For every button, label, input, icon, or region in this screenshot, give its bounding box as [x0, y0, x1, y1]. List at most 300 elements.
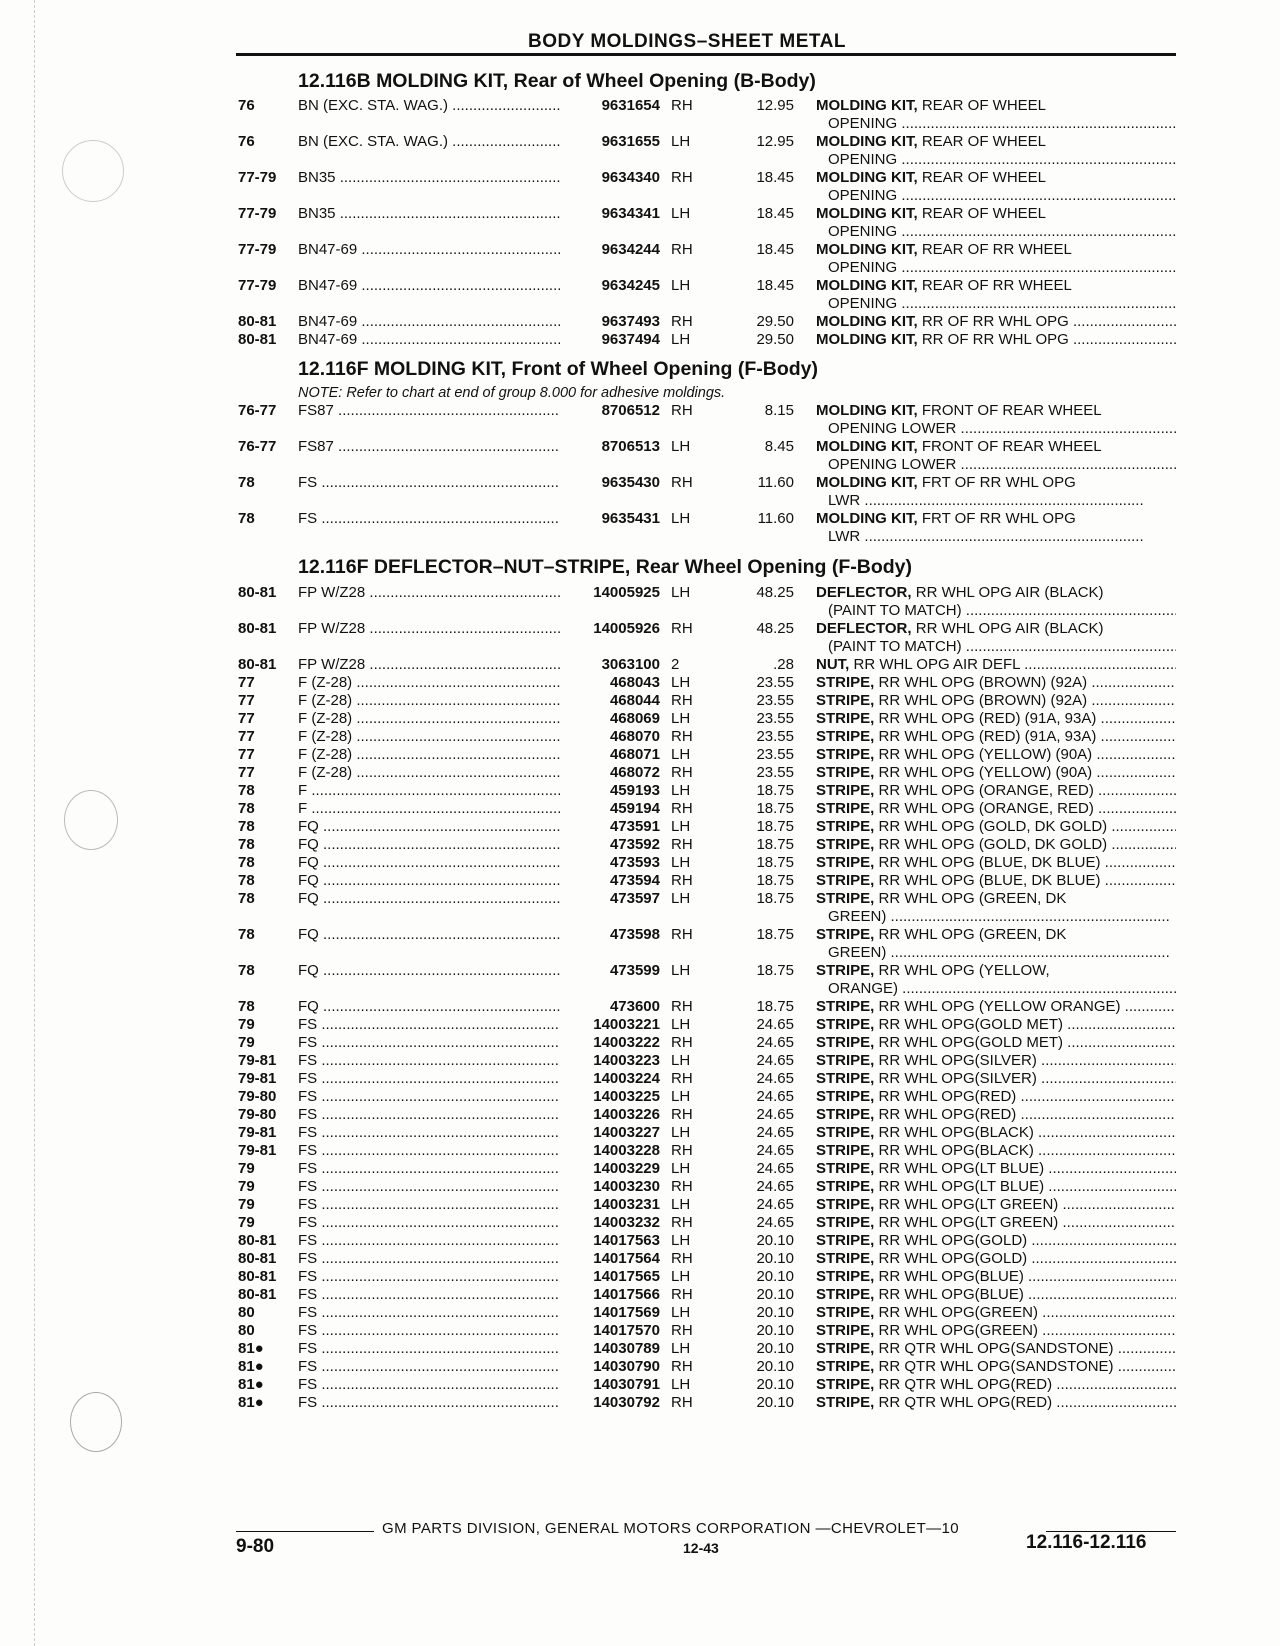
part-detail: RR WHL OPG (BLUE, DK BLUE) .....	[879, 854, 1176, 871]
part-detail: RR OF RR WHL OPG .....	[922, 331, 1176, 348]
part-number: 473599	[609, 962, 660, 979]
list-price: 18.75	[756, 836, 794, 853]
list-price: 24.65	[756, 1034, 794, 1051]
part-number: 14005926	[593, 620, 660, 637]
part-detail: REAR OF WHEEL	[921, 169, 1047, 186]
part-detail: RR WHL OPG(RED) .....	[879, 1088, 1176, 1105]
part-description-continued: ORANGE) .....	[828, 980, 1176, 998]
part-description	[816, 1052, 1176, 1070]
model-year: 80-81	[238, 1250, 277, 1267]
part-description	[816, 926, 1176, 944]
part-name: MOLDING KIT,	[816, 205, 918, 222]
side-quantity: RH	[671, 1322, 693, 1339]
body-model: FS .....	[298, 474, 560, 492]
table-row	[0, 474, 1280, 510]
part-detail: RR WHL OPG (RED) (91A, 93A) .....	[879, 728, 1176, 745]
model-year: 79-81	[238, 1142, 277, 1159]
list-price: 23.55	[756, 710, 794, 727]
part-name: STRIPE,	[816, 818, 875, 835]
part-detail: RR QTR WHL OPG(SANDSTONE) .....	[879, 1340, 1176, 1357]
section-heading: 12.116B MOLDING KIT, Rear of Wheel Opening (B-Body)	[298, 70, 816, 92]
list-price: 24.65	[756, 1016, 794, 1033]
part-number: 14003223	[593, 1052, 660, 1069]
part-detail: RR WHL OPG(BLACK) .....	[879, 1142, 1176, 1159]
part-name: STRIPE,	[816, 1250, 875, 1267]
side-quantity: RH	[671, 836, 693, 853]
table-row	[0, 1358, 1280, 1376]
table-row	[0, 962, 1280, 998]
part-detail: RR WHL OPG(GOLD MET) .....	[879, 1034, 1176, 1051]
part-description	[816, 854, 1176, 872]
body-model: FS .....	[298, 1286, 560, 1304]
part-name: STRIPE,	[816, 1340, 875, 1357]
part-description	[816, 890, 1176, 908]
list-price: 24.65	[756, 1196, 794, 1213]
part-detail: RR QTR WHL OPG(SANDSTONE) .....	[879, 1358, 1176, 1375]
list-price: 23.55	[756, 746, 794, 763]
body-model: FS .....	[298, 1394, 560, 1412]
side-quantity: LH	[671, 205, 691, 222]
model-year: 76-77	[238, 402, 277, 419]
model-year: 77	[238, 710, 255, 727]
part-description-continued: OPENING .....	[828, 259, 1176, 277]
model-year: 80-81	[238, 620, 277, 637]
part-detail: RR WHL OPG (YELLOW,	[878, 962, 1050, 979]
table-row	[0, 890, 1280, 926]
model-year: 79	[238, 1196, 255, 1213]
table-row	[0, 1250, 1280, 1268]
part-description	[816, 692, 1176, 710]
model-year: 77-79	[238, 205, 277, 222]
table-row	[0, 998, 1280, 1016]
part-number: 9631655	[601, 133, 660, 150]
part-detail: REAR OF WHEEL	[921, 133, 1047, 150]
body-model: F (Z-28) .....	[298, 674, 560, 692]
list-price: 18.75	[756, 890, 794, 907]
side-quantity: RH	[671, 241, 693, 258]
table-row	[0, 241, 1280, 277]
footer-page-number: 12-43	[683, 1540, 719, 1556]
side-quantity: RH	[671, 800, 693, 817]
part-detail: RR WHL OPG(SILVER) .....	[879, 1070, 1176, 1087]
table-row	[0, 1304, 1280, 1322]
part-detail: RR WHL OPG (RED) (91A, 93A) .....	[879, 710, 1176, 727]
model-year: 76	[238, 97, 255, 114]
part-number: 468070	[609, 728, 660, 745]
body-model: FS .....	[298, 1016, 560, 1034]
list-price: 18.45	[756, 205, 794, 222]
table-row	[0, 584, 1280, 620]
part-number: 9634341	[601, 205, 660, 222]
side-quantity: RH	[671, 1070, 693, 1087]
side-quantity: LH	[671, 782, 691, 799]
part-description	[816, 1124, 1176, 1142]
part-name: MOLDING KIT,	[816, 169, 918, 186]
body-model: FQ .....	[298, 818, 560, 836]
part-description	[816, 764, 1176, 782]
model-year: 81●	[238, 1394, 264, 1411]
list-price: 20.10	[756, 1232, 794, 1249]
part-description-continued: OPENING .....	[828, 187, 1176, 205]
body-model: FS .....	[298, 1268, 560, 1286]
body-model: FS .....	[298, 1214, 560, 1232]
list-price: 12.95	[756, 133, 794, 150]
part-description	[816, 205, 1176, 223]
part-description	[816, 1286, 1176, 1304]
part-detail: RR WHL OPG (ORANGE, RED) .....	[879, 800, 1176, 817]
part-name: STRIPE,	[816, 1178, 875, 1195]
part-number: 14003226	[593, 1106, 660, 1123]
body-model: BN35 .....	[298, 169, 560, 187]
part-name: STRIPE,	[816, 1214, 875, 1231]
part-description	[816, 1196, 1176, 1214]
part-name: MOLDING KIT,	[816, 474, 918, 491]
part-name: STRIPE,	[816, 1016, 875, 1033]
part-detail: FRT OF RR WHL OPG	[921, 510, 1076, 527]
part-number: 473592	[609, 836, 660, 853]
part-description	[816, 313, 1176, 331]
body-model: FS .....	[298, 1160, 560, 1178]
part-description	[816, 1034, 1176, 1052]
part-name: MOLDING KIT,	[816, 402, 918, 419]
part-number: 473600	[609, 998, 660, 1015]
table-row	[0, 1214, 1280, 1232]
part-number: 14030790	[593, 1358, 660, 1375]
body-model: F (Z-28) .....	[298, 692, 560, 710]
model-year: 77	[238, 746, 255, 763]
part-name: MOLDING KIT,	[816, 133, 918, 150]
model-year: 80-81	[238, 584, 277, 601]
body-model: FQ .....	[298, 872, 560, 890]
model-year: 78	[238, 836, 255, 853]
part-description	[816, 241, 1176, 259]
part-description	[816, 710, 1176, 728]
list-price: 18.75	[756, 800, 794, 817]
table-row	[0, 1106, 1280, 1124]
part-number: 9637494	[601, 331, 660, 348]
part-detail: RR WHL OPG (ORANGE, RED) .....	[879, 782, 1176, 799]
side-quantity: LH	[671, 277, 691, 294]
side-quantity: RH	[671, 764, 693, 781]
body-model: F .....	[298, 782, 560, 800]
table-row	[0, 1016, 1280, 1034]
table-row	[0, 1394, 1280, 1412]
part-name: STRIPE,	[816, 890, 875, 907]
part-detail: RR WHL OPG (BROWN) (92A) .....	[879, 692, 1176, 709]
part-name: STRIPE,	[816, 692, 875, 709]
body-model: FS .....	[298, 1250, 560, 1268]
part-name: STRIPE,	[816, 1034, 875, 1051]
side-quantity: LH	[671, 854, 691, 871]
part-number: 14017566	[593, 1286, 660, 1303]
model-year: 77	[238, 728, 255, 745]
list-price: 23.55	[756, 674, 794, 691]
side-quantity: LH	[671, 1124, 691, 1141]
part-number: 9634244	[601, 241, 660, 258]
part-description	[816, 962, 1176, 980]
table-row	[0, 656, 1280, 674]
side-quantity: LH	[671, 1268, 691, 1285]
side-quantity: RH	[671, 169, 693, 186]
body-model: FS .....	[298, 1340, 560, 1358]
body-model: FQ .....	[298, 854, 560, 872]
model-year: 79-80	[238, 1106, 277, 1123]
part-name: MOLDING KIT,	[816, 241, 918, 258]
side-quantity: RH	[671, 728, 693, 745]
model-year: 79	[238, 1016, 255, 1033]
table-row	[0, 510, 1280, 546]
list-price: 18.45	[756, 277, 794, 294]
part-name: DEFLECTOR,	[816, 620, 912, 637]
part-number: 468072	[609, 764, 660, 781]
side-quantity: LH	[671, 1160, 691, 1177]
body-model: FS .....	[298, 1376, 560, 1394]
part-number: 14030791	[593, 1376, 660, 1393]
table-row	[0, 1322, 1280, 1340]
part-name: DEFLECTOR,	[816, 584, 912, 601]
part-name: STRIPE,	[816, 1142, 875, 1159]
body-model: BN (EXC. STA. WAG.) .....	[298, 97, 560, 115]
part-name: STRIPE,	[816, 728, 875, 745]
part-detail: FRONT OF REAR WHEEL	[921, 438, 1102, 455]
part-number: 459193	[609, 782, 660, 799]
part-name: STRIPE,	[816, 998, 875, 1015]
part-description	[816, 510, 1176, 528]
side-quantity: RH	[671, 1142, 693, 1159]
footer-group-range: 12.116-12.116	[1026, 1532, 1147, 1553]
part-number: 468071	[609, 746, 660, 763]
list-price: 18.75	[756, 854, 794, 871]
part-description	[816, 402, 1176, 420]
model-year: 78	[238, 474, 255, 491]
part-detail: RR WHL OPG (GREEN, DK	[878, 926, 1067, 943]
list-price: 24.65	[756, 1106, 794, 1123]
part-number: 9637493	[601, 313, 660, 330]
part-number: 14017564	[593, 1250, 660, 1267]
part-detail: REAR OF WHEEL	[921, 97, 1047, 114]
table-row	[0, 1070, 1280, 1088]
part-number: 8706512	[601, 402, 660, 419]
list-price: 18.75	[756, 872, 794, 889]
part-description	[816, 1178, 1176, 1196]
list-price: 20.10	[756, 1322, 794, 1339]
part-number: 14003224	[593, 1070, 660, 1087]
body-model: FP W/Z28 .....	[298, 656, 560, 674]
side-quantity: RH	[671, 1034, 693, 1051]
part-name: MOLDING KIT,	[816, 331, 918, 348]
part-detail: RR WHL OPG (GOLD, DK GOLD) .....	[879, 818, 1176, 835]
part-number: 14003221	[593, 1016, 660, 1033]
list-price: 48.25	[756, 620, 794, 637]
part-number: 473597	[609, 890, 660, 907]
list-price: 24.65	[756, 1124, 794, 1141]
table-row	[0, 872, 1280, 890]
part-detail: RR OF RR WHL OPG .....	[922, 313, 1176, 330]
part-description	[816, 1340, 1176, 1358]
body-model: FQ .....	[298, 926, 560, 944]
part-description	[816, 97, 1176, 115]
table-row	[0, 926, 1280, 962]
body-model: F (Z-28) .....	[298, 710, 560, 728]
side-quantity: LH	[671, 438, 691, 455]
part-description-continued: (PAINT TO MATCH) .....	[828, 638, 1176, 656]
table-row	[0, 836, 1280, 854]
part-description	[816, 169, 1176, 187]
part-name: MOLDING KIT,	[816, 313, 918, 330]
part-description	[816, 1016, 1176, 1034]
list-price: 24.65	[756, 1178, 794, 1195]
table-row	[0, 710, 1280, 728]
model-year: 79-81	[238, 1070, 277, 1087]
model-year: 81●	[238, 1376, 264, 1393]
model-year: 80	[238, 1322, 255, 1339]
part-description	[816, 1214, 1176, 1232]
body-model: F (Z-28) .....	[298, 764, 560, 782]
side-quantity: RH	[671, 313, 693, 330]
list-price: 8.45	[764, 438, 794, 455]
model-year: 79	[238, 1178, 255, 1195]
part-description-continued: LWR .....	[828, 492, 1176, 510]
body-model: FS .....	[298, 510, 560, 528]
part-description	[816, 836, 1176, 854]
side-quantity: LH	[671, 331, 691, 348]
table-row	[0, 692, 1280, 710]
body-model: FP W/Z28 .....	[298, 584, 560, 602]
table-row	[0, 1088, 1280, 1106]
side-quantity: RH	[671, 97, 693, 114]
part-name: STRIPE,	[816, 1286, 875, 1303]
body-model: FS .....	[298, 1358, 560, 1376]
part-description	[816, 1394, 1176, 1412]
part-name: STRIPE,	[816, 782, 875, 799]
part-detail: RR WHL OPG(BLUE) .....	[879, 1268, 1176, 1285]
part-number: 459194	[609, 800, 660, 817]
side-quantity: RH	[671, 1250, 693, 1267]
part-description	[816, 133, 1176, 151]
table-row	[0, 800, 1280, 818]
body-model: FS87 .....	[298, 402, 560, 420]
table-row	[0, 438, 1280, 474]
side-quantity: LH	[671, 1088, 691, 1105]
table-row	[0, 764, 1280, 782]
part-name: STRIPE,	[816, 1268, 875, 1285]
side-quantity: LH	[671, 674, 691, 691]
model-year: 76	[238, 133, 255, 150]
part-detail: RR WHL OPG (BROWN) (92A) .....	[879, 674, 1176, 691]
side-quantity: LH	[671, 1376, 691, 1393]
side-quantity: LH	[671, 1016, 691, 1033]
list-price: 12.95	[756, 97, 794, 114]
part-number: 8706513	[601, 438, 660, 455]
side-quantity: LH	[671, 962, 691, 979]
section-heading: 12.116F MOLDING KIT, Front of Wheel Opening (F-Body)	[298, 358, 819, 380]
part-detail: RR WHL OPG(LT GREEN) .....	[879, 1196, 1176, 1213]
part-detail: RR QTR WHL OPG(RED) .....	[879, 1394, 1176, 1411]
part-detail: REAR OF RR WHEEL	[921, 277, 1072, 294]
part-description-continued: GREEN) .....	[828, 908, 1176, 926]
model-year: 80-81	[238, 1268, 277, 1285]
side-quantity: LH	[671, 1340, 691, 1357]
part-number: 9634340	[601, 169, 660, 186]
part-description	[816, 1358, 1176, 1376]
footer-rule	[236, 1531, 374, 1532]
table-row	[0, 277, 1280, 313]
table-row	[0, 854, 1280, 872]
part-name: STRIPE,	[816, 1052, 875, 1069]
part-description-continued: OPENING .....	[828, 223, 1176, 241]
side-quantity: LH	[671, 746, 691, 763]
model-year: 77-79	[238, 241, 277, 258]
part-name: STRIPE,	[816, 1322, 875, 1339]
side-quantity: LH	[671, 1232, 691, 1249]
side-quantity: LH	[671, 1196, 691, 1213]
model-year: 78	[238, 872, 255, 889]
model-year: 78	[238, 818, 255, 835]
side-quantity: RH	[671, 1358, 693, 1375]
part-name: STRIPE,	[816, 962, 875, 979]
part-description	[816, 1322, 1176, 1340]
part-number: 9635430	[601, 474, 660, 491]
table-row	[0, 1286, 1280, 1304]
part-name: STRIPE,	[816, 1070, 875, 1087]
part-detail: RR WHL OPG(SILVER) .....	[879, 1052, 1176, 1069]
part-description	[816, 474, 1176, 492]
body-model: FS .....	[298, 1196, 560, 1214]
part-number: 14017569	[593, 1304, 660, 1321]
part-detail: REAR OF WHEEL	[921, 205, 1047, 222]
side-quantity: LH	[671, 890, 691, 907]
body-model: FS .....	[298, 1322, 560, 1340]
part-description-continued: OPENING .....	[828, 151, 1176, 169]
model-year: 80-81	[238, 331, 277, 348]
model-year: 76-77	[238, 438, 277, 455]
part-detail: FRONT OF REAR WHEEL	[921, 402, 1102, 419]
part-detail: RR WHL OPG (GREEN, DK	[878, 890, 1067, 907]
list-price: 24.65	[756, 1214, 794, 1231]
body-model: FS87 .....	[298, 438, 560, 456]
side-quantity: RH	[671, 872, 693, 889]
part-number: 14003229	[593, 1160, 660, 1177]
part-description-continued: (PAINT TO MATCH) .....	[828, 602, 1176, 620]
part-name: STRIPE,	[816, 764, 875, 781]
part-number: 14003228	[593, 1142, 660, 1159]
part-description-continued: GREEN) .....	[828, 944, 1176, 962]
model-year: 79-81	[238, 1124, 277, 1141]
model-year: 79-81	[238, 1052, 277, 1069]
body-model: FQ .....	[298, 890, 560, 908]
body-model: FS .....	[298, 1034, 560, 1052]
part-number: 468044	[609, 692, 660, 709]
part-description	[816, 818, 1176, 836]
part-number: 468043	[609, 674, 660, 691]
footer-date: 9-80	[236, 1536, 275, 1557]
table-row	[0, 1232, 1280, 1250]
part-name: STRIPE,	[816, 710, 875, 727]
model-year: 78	[238, 890, 255, 907]
part-number: 14017563	[593, 1232, 660, 1249]
model-year: 77	[238, 674, 255, 691]
part-name: MOLDING KIT,	[816, 277, 918, 294]
model-year: 78	[238, 962, 255, 979]
part-number: 473591	[609, 818, 660, 835]
part-name: STRIPE,	[816, 1160, 875, 1177]
list-price: .28	[773, 656, 794, 673]
side-quantity: RH	[671, 1178, 693, 1195]
model-year: 80-81	[238, 1286, 277, 1303]
body-model: FQ .....	[298, 998, 560, 1016]
part-name: STRIPE,	[816, 1124, 875, 1141]
list-price: 20.10	[756, 1268, 794, 1285]
